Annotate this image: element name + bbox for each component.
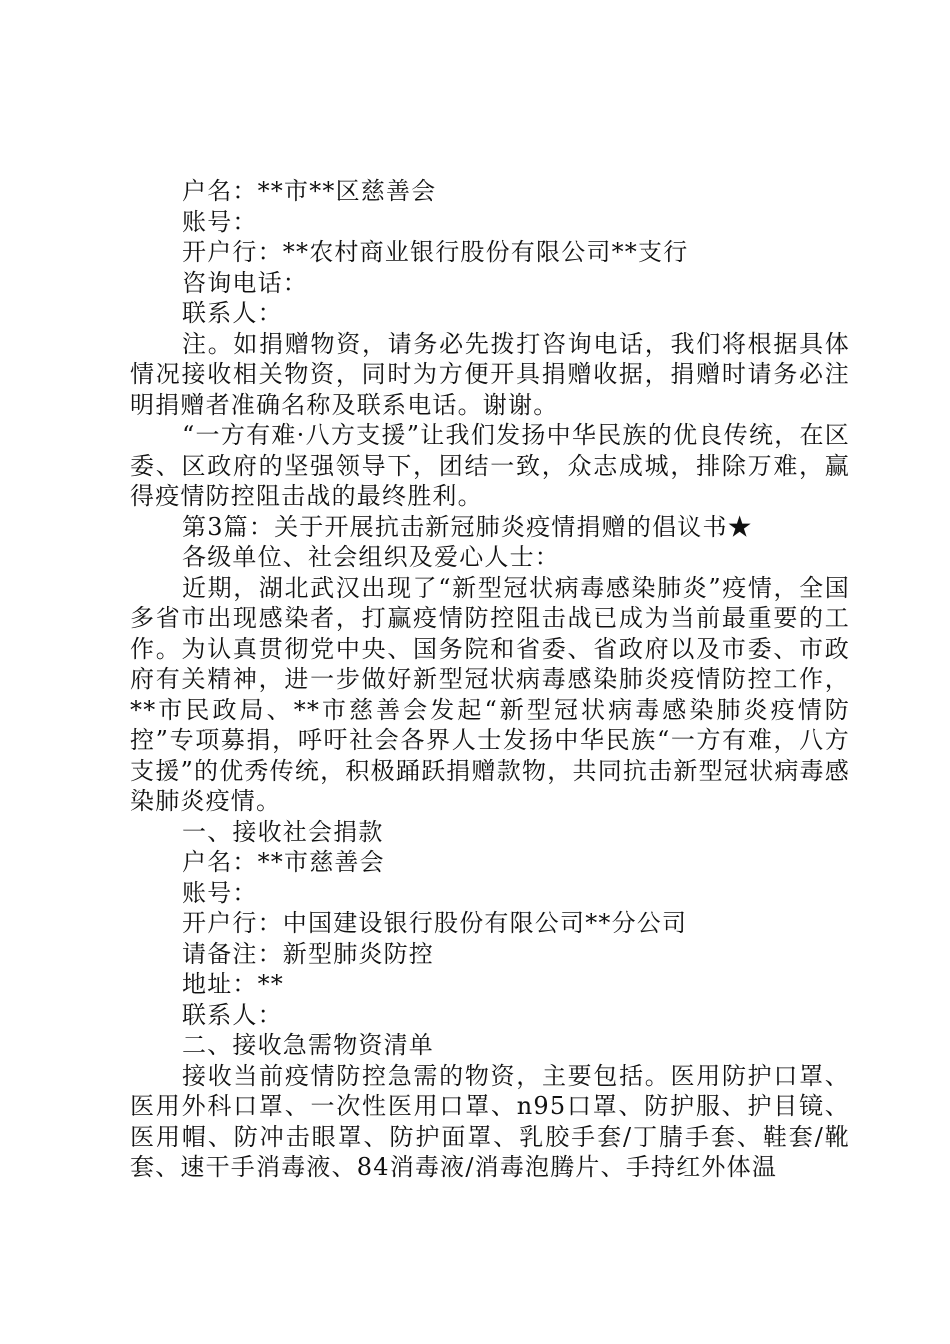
paragraph-account-number: 账号： [182, 207, 258, 236]
paragraph-supplies-list: 接收当前疫情防控急需的物资，主要包括。医用防护口罩、医用外科口罩、一次性医用口罩、n95口罩、防护服、护目镜、医用帽、防冲击眼罩、防护面罩、乳胶手套/丁腈手套、鞋套/靴套、速干手消毒液、84消毒液/消毒泡腾片、手持红外体温 [130, 1061, 850, 1181]
paragraph-body: 近期，湖北武汉出现了“新型冠状病毒感染肺炎”疫情，全国多省市出现感染者，打赢疫情防控阻击战已成为当前最重要的工作。为认真贯彻党中央、国务院和省委、省政府以及市委、市政府有关精神，进一步做好新型冠状病毒感染肺炎疫情防控工作，**市民政局、**市慈善会发起“新型冠状病毒感染肺炎疫情防控”专项募捐，呼吁社会各界人士发扬中华民族“一方有难，八方支援”的优秀传统，积极踊跃捐赠款物，共同抗击新型冠状病毒感染肺炎疫情。 [130, 573, 850, 815]
paragraph-bank-2: 开户行：中国建设银行股份有限公司**分公司 [182, 909, 688, 937]
heading-donations: 一、接收社会捐款 [182, 817, 384, 846]
paragraph-salutation: 各级单位、社会组织及爱心人士： [182, 543, 560, 571]
paragraph-account-number-2: 账号： [182, 878, 258, 907]
document-body [130, 176, 850, 1183]
paragraph-phone: 咨询电话： [182, 268, 308, 297]
paragraph-note: 注。如捐赠物资，请务必先拨打咨询电话，我们将根据具体情况接收相关物资，同时为方便开具捐赠收据，捐赠时请务必注明捐赠者准确名称及联系电话。谢谢。 [130, 329, 850, 419]
paragraph-account-name-2: 户名：**市慈善会 [182, 848, 385, 876]
paragraph-contact: 联系人： [182, 299, 283, 327]
paragraph-contact-2: 联系人： [182, 1000, 283, 1029]
paragraph-account-name: 户名：**市**区慈善会 [182, 177, 437, 205]
paragraph-bank: 开户行：**农村商业银行股份有限公司**支行 [182, 238, 689, 266]
paragraph-remark: 请备注：新型肺炎防控 [182, 939, 434, 968]
paragraph-slogan: “一方有难·八方支援”让我们发扬中华民族的优良传统，在区委、区政府的坚强领导下，团结一致，众志成城，排除万难，赢得疫情防控阻击战的最终胜利。 [130, 421, 850, 510]
heading-supplies: 二、接收急需物资清单 [182, 1031, 434, 1059]
section-title: 第3篇：关于开展抗击新冠肺炎疫情捐赠的倡议书★ [182, 512, 753, 541]
paragraph-address: 地址：** [182, 970, 284, 998]
